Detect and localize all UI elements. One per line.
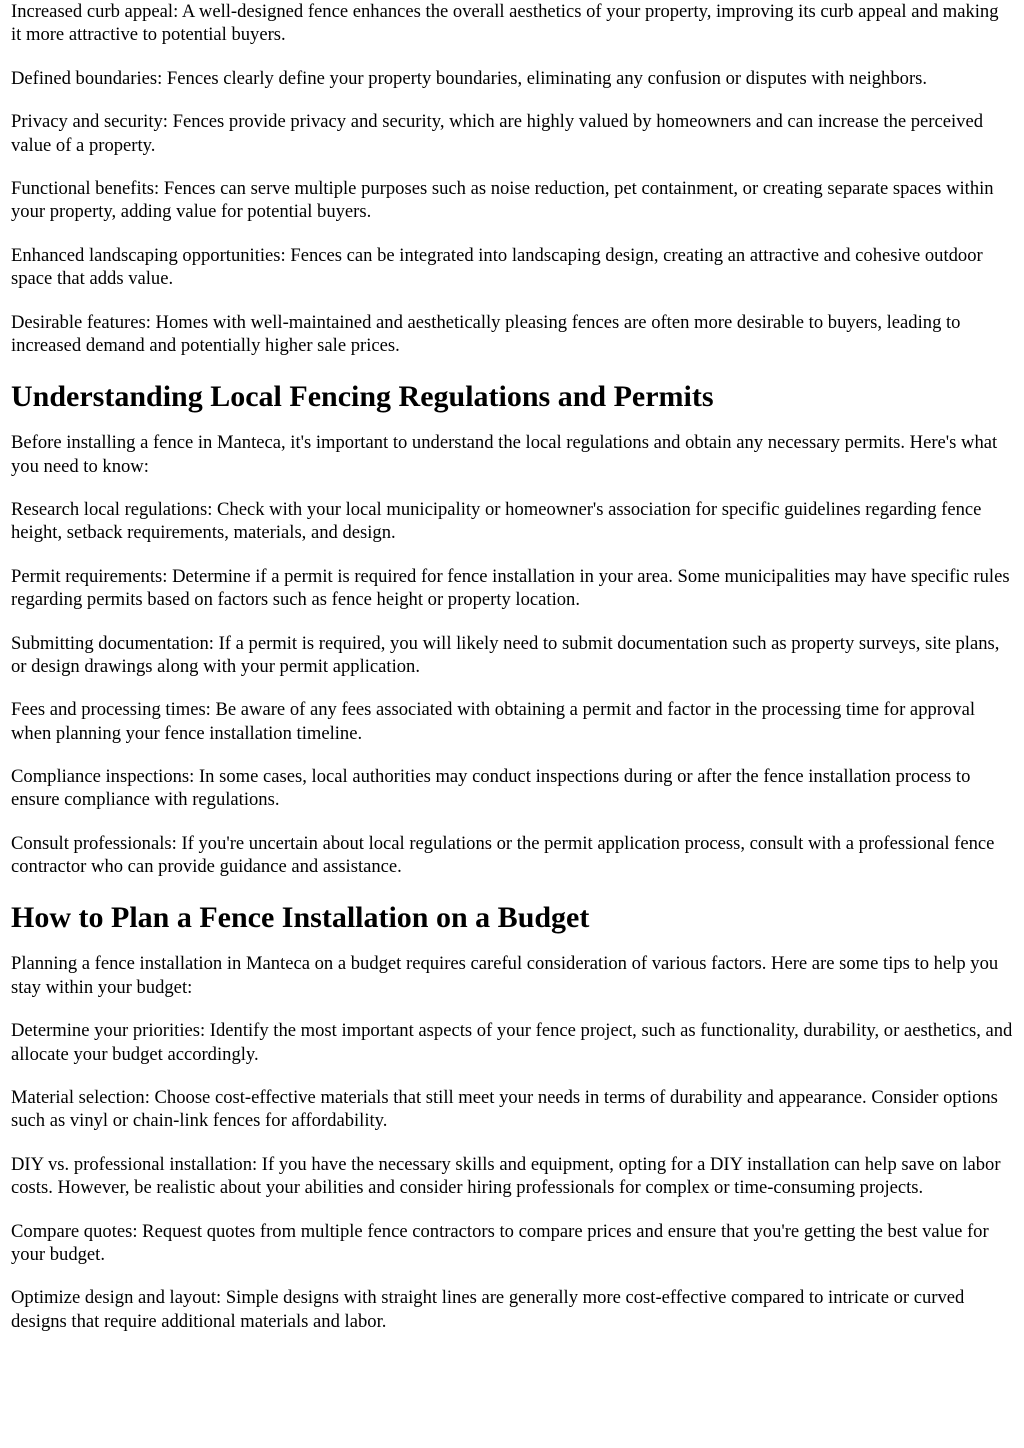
- paragraph-submitting-documentation: Submitting documentation: If a permit is required, you will likely need to submit documentation such as property surveys, site plans, or design drawings along with your permit application.: [11, 632, 1000, 677]
- paragraph-functional-benefits: Functional benefits: Fences can serve multiple purposes such as noise reduction, pet containment, or creating separate spaces within your property, adding value for potential buyers.: [11, 178, 994, 223]
- section-regulations-permits: [11, 379, 1013, 878]
- paragraph-diy-vs-professional: DIY vs. professional installation: If you have the necessary skills and equipment, opting for a DIY installation can help save on labor costs. However, be realistic about your abilities and consider hiring professionals for complex or time-consuming projects.: [11, 1153, 1001, 1199]
- paragraph-material-selection: Material selection: Choose cost-effective materials that still meet your needs in terms of durability and appearance. Consider options such as vinyl or chain-link fences for affordability.: [11, 1087, 998, 1132]
- paragraph-privacy-security: Privacy and security: Fences provide privacy and security, which are highly valued by homeowners and can increase the perceived value of a property.: [11, 111, 984, 156]
- paragraph-landscaping: Enhanced landscaping opportunities: Fences can be integrated into landscaping design, creating an attractive and cohesive outdoor space that adds value.: [11, 244, 983, 290]
- paragraph-curb-appeal: Increased curb appeal: A well-designed fence enhances the overall aesthetics of your property, improving its curb appeal and making it more attractive to potential buyers.: [11, 1, 999, 46]
- paragraph-budget-intro: Planning a fence installation in Manteca on a budget requires careful consideration of various factors. Here are some tips to help you stay within your budget:: [11, 953, 999, 998]
- paragraph-regulations-intro: Before installing a fence in Manteca, it's important to understand the local regulations and obtain any necessary permits. Here's what you need to know:: [11, 432, 998, 477]
- paragraph-optimize-design: Optimize design and layout: Simple designs with straight lines are generally more cost-effective compared to intricate or curved designs that require additional materials and labor.: [11, 1287, 965, 1332]
- paragraph-permit-requirements: Permit requirements: Determine if a permit is required for fence installation in your area. Some municipalities may have specific rules regarding permits based on factors such as fence height or property location.: [11, 565, 1010, 611]
- heading-regulations-permits: Understanding Local Fencing Regulations and Permits: [11, 380, 714, 414]
- heading-budget-planning: How to Plan a Fence Installation on a Budget: [11, 901, 590, 935]
- paragraph-consult-professionals: Consult professionals: If you're uncertain about local regulations or the permit application process, consult with a professional fence contractor who can provide guidance and assistance.: [11, 832, 995, 878]
- paragraph-desirable-features: Desirable features: Homes with well-maintained and aesthetically pleasing fences are often more desirable to buyers, leading to increased demand and potentially higher sale prices.: [11, 311, 961, 356]
- paragraph-determine-priorities: Determine your priorities: Identify the most important aspects of your fence project, such as functionality, durability, or aesthetics, and allocate your budget accordingly.: [11, 1020, 1013, 1065]
- paragraph-fees-processing: Fees and processing times: Be aware of any fees associated with obtaining a permit and factor in the processing time for approval when planning your fence installation timeline.: [11, 699, 975, 744]
- paragraph-defined-boundaries: Defined boundaries: Fences clearly define your property boundaries, eliminating any confusion or disputes with neighbors.: [11, 67, 928, 89]
- section-fence-value-benefits: [11, 0, 1013, 357]
- section-budget-planning: [11, 900, 1013, 1333]
- paragraph-research-regulations: Research local regulations: Check with your local municipality or homeowner's association for specific guidelines regarding fence height, setback requirements, materials, and design.: [11, 498, 982, 544]
- paragraph-compare-quotes: Compare quotes: Request quotes from multiple fence contractors to compare prices and ensure that you're getting the best value for your budget.: [11, 1220, 989, 1265]
- paragraph-compliance-inspections: Compliance inspections: In some cases, local authorities may conduct inspections during or after the fence installation process to ensure compliance with regulations.: [11, 766, 971, 811]
